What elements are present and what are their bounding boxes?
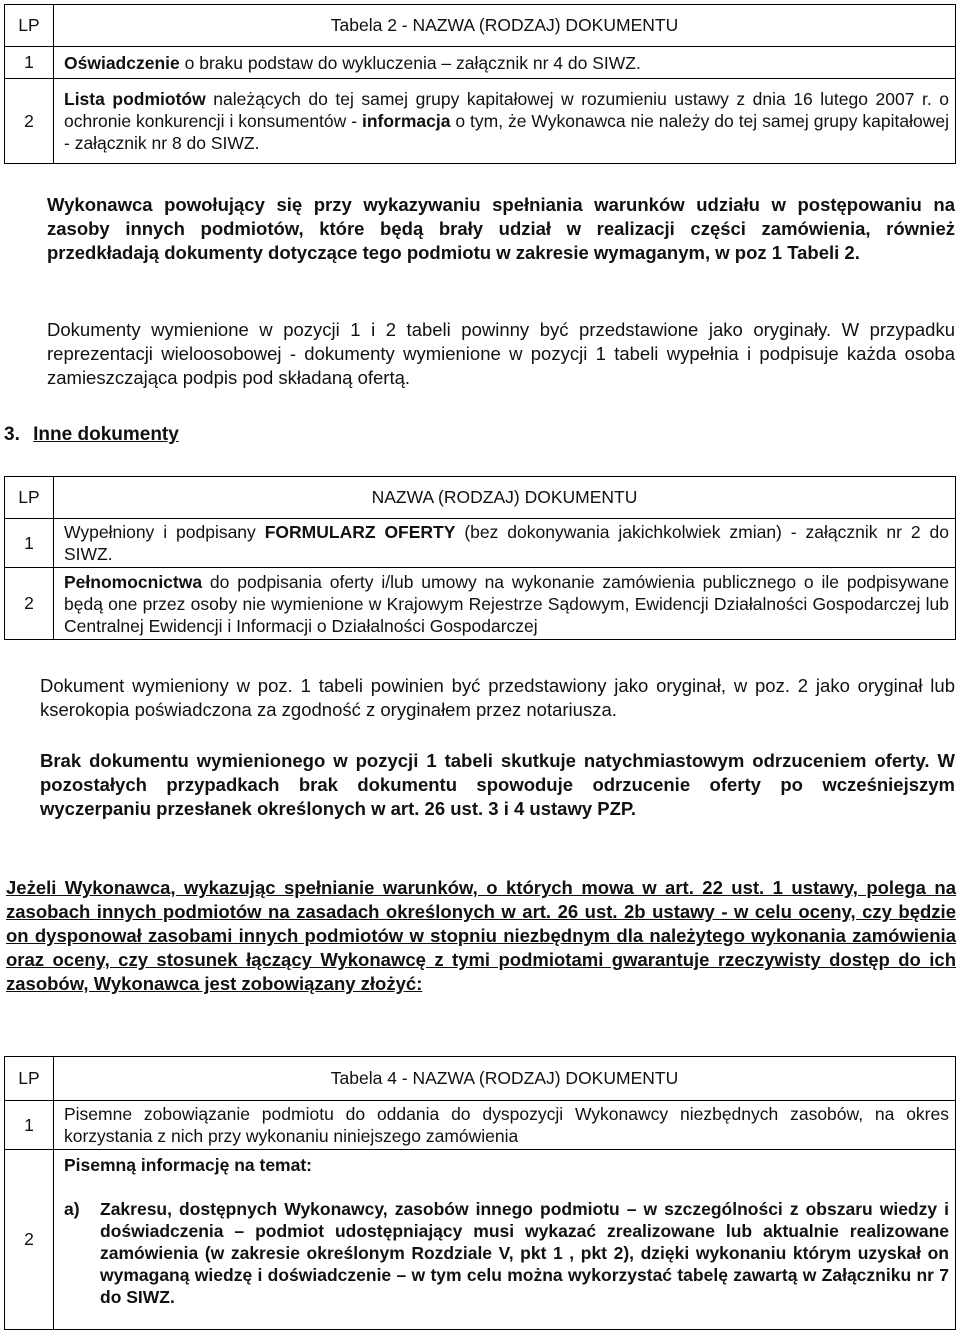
row-number: 1	[5, 47, 54, 79]
list-item-label: a)	[64, 1199, 80, 1219]
list-item	[64, 1198, 949, 1308]
row-number: 1	[5, 1101, 54, 1150]
table-3-title: NAZWA (RODZAJ) DOKUMENTU	[54, 477, 956, 519]
row-content	[54, 1150, 956, 1330]
resources-notice: Jeżeli Wykonawca, wykazując spełnianie warunków, o których mowa w art. 22 ust. 1 ustawy, polega na zasobach innych podmiotów na zasadach określonych w art. 26 ust. 2b ustawy - w celu oceny, czy będzie on dysponował zasobami innych podmiotów w stopniu niezbędnym dla należytego wykonania zamówienia oraz oceny, czy stosunek łączący Wykonawcę z tymi podmiotami gwarantuje rzeczywisty dostęp do ich zasobów, Wykonawca jest zobowiązany złożyć:	[6, 877, 956, 994]
documents-original-note: Dokumenty wymienione w pozycji 1 i 2 tabeli powinny być przedstawione jako oryginały. W przypadku reprezentacji wieloosobowej - dokumenty wymienione w pozycji 1 tabeli wypełnia i podpisuje każda osoba zamieszczająca podpis pod składaną ofertą.	[47, 319, 955, 388]
table-2-title: Tabela 2 - NAZWA (RODZAJ) DOKUMENTU	[54, 5, 956, 47]
table-row	[5, 1150, 956, 1330]
row-number: 2	[5, 568, 54, 640]
row-number: 2	[5, 79, 54, 164]
row-content: Lista podmiotów należących do tej samej grupy kapitałowej w rozumieniu ustawy z dnia 16 lutego 2007 r. o ochronie konkurencji i konsumentów - informacja o tym, że Wykonawca nie należy do tej samej grupy kapitałowej - załącznik nr 8 do SIWZ.	[54, 79, 956, 164]
row-content: Pisemne zobowiązanie podmiotu do oddania do dyspozycji Wykonawcy niezbędnych zasobów, na okres korzystania z nich przy wykonaniu niniejszego zamówienia	[54, 1101, 956, 1150]
row-content: Pełnomocnictwa do podpisania oferty i/lub umowy na wykonanie zamówienia publicznego o ile podpisywane będą one przez osoby nie wymienione w Krajowym Rejestrze Sądowym, Ewidencji Działalności Gospodarczej lub Centralnej Ewidencji i Informacji o Działalności Gospodarczej	[54, 568, 956, 640]
row-number: 2	[5, 1150, 54, 1330]
table-2-lp-header: LP	[5, 5, 54, 47]
document-form-note: Dokument wymieniony w poz. 1 tabeli powinien być przedstawiony jako oryginał, w poz. 2 jako oryginał lub kserokopia poświadczona za zgodność z oryginałem przez notariusza.	[40, 675, 955, 720]
table-row	[5, 1101, 956, 1150]
table-row	[5, 79, 956, 164]
table-4-title: Tabela 4 - NAZWA (RODZAJ) DOKUMENTU	[54, 1057, 956, 1101]
table-2	[4, 4, 956, 164]
table-4	[4, 1056, 956, 1330]
section-3-heading: 3. Inne dokumenty	[4, 424, 179, 445]
table-row	[5, 519, 956, 568]
info-heading: Pisemną informację na temat:	[64, 1155, 312, 1175]
table-3	[4, 476, 956, 640]
row-number: 1	[5, 519, 54, 568]
rejection-note: Brak dokumentu wymienionego w pozycji 1 tabeli skutkuje natychmiastowym odrzuceniem oferty. W pozostałych przypadkach brak dokumentu spowoduje odrzucenie oferty po wcześniejszym wyczerpaniu przesłanek określonych w art. 26 ust. 3 i 4 ustawy PZP.	[40, 750, 955, 819]
table-4-lp-header: LP	[5, 1057, 54, 1101]
table-3-lp-header: LP	[5, 477, 54, 519]
list-item-text: Zakresu, dostępnych Wykonawcy, zasobów innego podmiotu – w szczególności z obszaru wiedzy i doświadczenia – podmiot udostępniający musi wykazać zrealizowane lub aktualnie realizowane zamówienia (w zakresie określonym Rozdziale V, pkt 1 , pkt 2), dzięki wykonaniu którym uzyskał on wymaganą wiedzę i doświadczenie – w tym celu można wykorzystać tabelę zawartą w Załączniku nr 7 do SIWZ.	[100, 1199, 949, 1307]
table-row	[5, 47, 956, 79]
row-content: Wypełniony i podpisany FORMULARZ OFERTY (bez dokonywania jakichkolwiek zmian) - załącznik nr 2 do SIWZ.	[54, 519, 956, 568]
table-row	[5, 568, 956, 640]
row-content: Oświadczenie o braku podstaw do wykluczenia – załącznik nr 4 do SIWZ.	[54, 47, 956, 79]
subcontractor-notice: Wykonawca powołujący się przy wykazywaniu spełniania warunków udziału w postępowaniu na zasoby innych podmiotów, które będą brały udział w realizacji części zamówienia, również przedkładają dokumenty dotyczące tego podmiotu w zakresie wymaganym, w poz 1 Tabeli 2.	[47, 194, 955, 263]
